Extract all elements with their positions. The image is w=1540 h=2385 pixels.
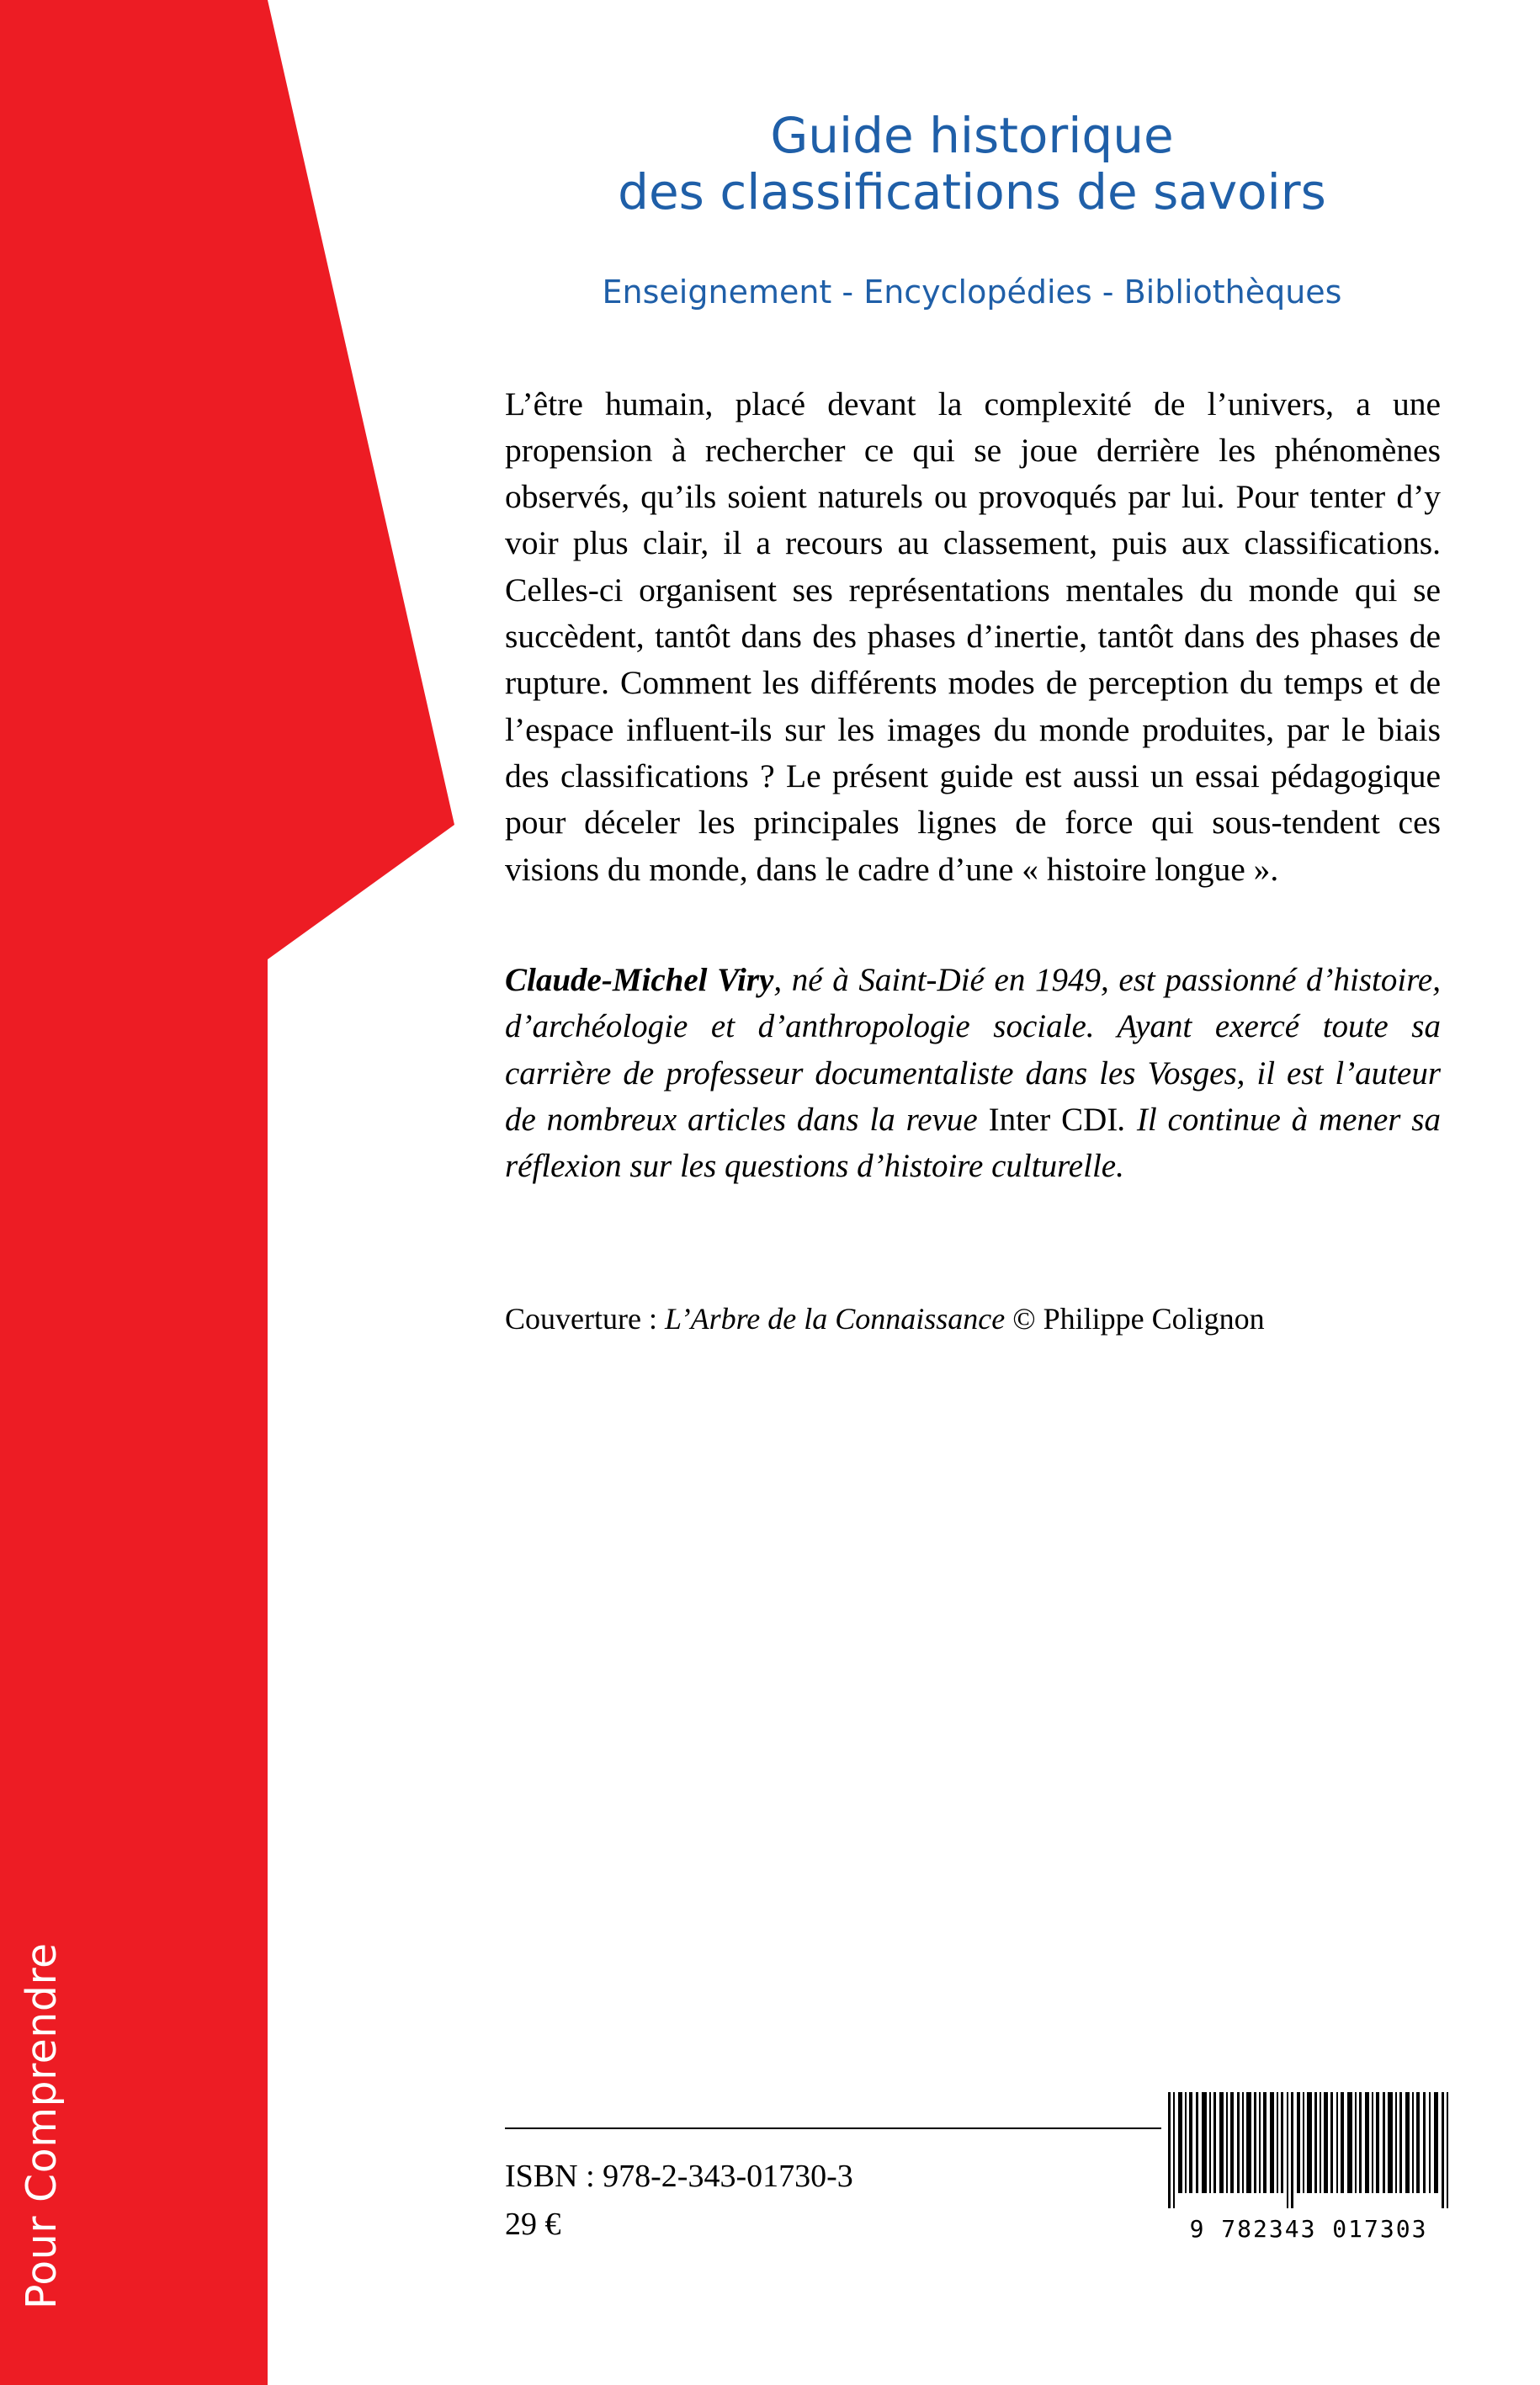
price-text: 29 € bbox=[505, 2207, 561, 2242]
credit-prefix: Couverture : bbox=[505, 1301, 665, 1336]
title-line-2: des classifications de savoirs bbox=[618, 163, 1326, 221]
author-bio bbox=[505, 957, 1456, 1190]
bio-part-1: , né à Saint-Dié en 1949, est passionné d’histoire, d’archéologie et d’anthropologie sociale. Ayant exercé toute sa carrière de professeur documentaliste dans les Vosges, il est l’auteur de nombreux articles dans la revue bbox=[505, 961, 1441, 1138]
isbn-text: ISBN : 978-2-343-01730-3 bbox=[505, 2159, 853, 2194]
series-label: Pour Comprendre bbox=[18, 1942, 66, 2309]
footer-isbn-block bbox=[505, 2153, 853, 2249]
subtitle: Enseignement - Encyclopédies - Bibliothèques bbox=[602, 273, 1342, 311]
cover-accent-band bbox=[0, 0, 471, 2385]
bio-part-2: . Il continue à mener sa réflexion sur les questions d’histoire culturelle. bbox=[505, 1101, 1441, 1185]
title-line-1: Guide historique bbox=[770, 107, 1174, 164]
barcode-bars-icon bbox=[1161, 2087, 1456, 2213]
credit-suffix: © Philippe Colignon bbox=[1005, 1301, 1265, 1336]
blurb-text: L’être humain, placé devant la complexité de l’univers, a une propension à rechercher ce qui se joue derrière les phénomènes observés, qu’ils soient naturels ou provoqués par lui. Pour tenter d’y voir plus clair, il a recours au classement, puis aux classifications. Celles-ci organisent ses représentations mentales du monde qui se succèdent, tantôt dans des phases d’inertie, tantôt dans des phases de rupture. Comment les différents modes de perception du temps et de l’espace influent-ils sur les images du monde produites, par le biais des classifications ? Le présent guide est aussi un essai pédagogique pour déceler les principales lignes de force qui sous-tendent ces visions du monde, dans le cadre d’une « histoire longue ». bbox=[505, 385, 1441, 888]
barcode bbox=[1161, 2087, 1456, 2255]
cover-credit bbox=[505, 1301, 1456, 1336]
page-title bbox=[505, 108, 1456, 221]
author-name: Claude-Michel Viry bbox=[505, 961, 774, 998]
journal-name: Inter CDI bbox=[988, 1101, 1118, 1138]
back-cover-content bbox=[505, 0, 1456, 2385]
barcode-digits: 9 782343 017303 bbox=[1189, 2215, 1428, 2243]
credit-artwork-title: L’Arbre de la Connaissance bbox=[664, 1301, 1006, 1336]
